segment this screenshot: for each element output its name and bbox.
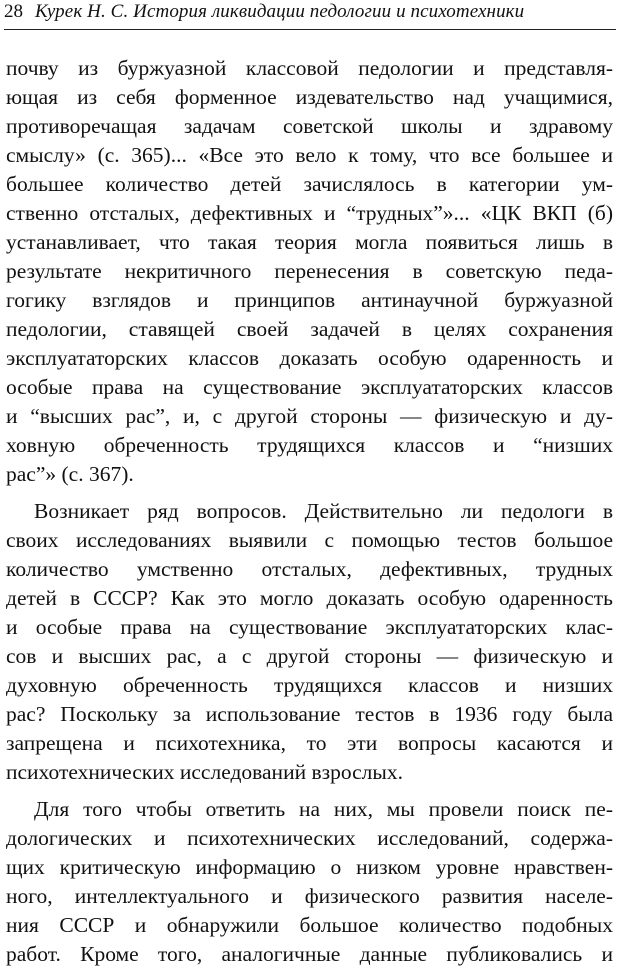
text-line: щих критическую информацию о низком уровне нравствен-	[6, 855, 613, 879]
text-line: смыслу» (с. 365)... «Все это вело к тому, что все большее и	[6, 143, 613, 167]
text-line: гогику взглядов и принципов антинаучной буржуазной	[6, 288, 613, 312]
text-line: ственно отсталых, дефективных и “трудных”»... «ЦК ВКП (б)	[6, 201, 613, 225]
running-header	[4, 0, 616, 30]
text-line: своих исследованиях выявили с помощью тестов большое	[6, 528, 613, 552]
text-line: работ. Кроме того, аналогичные данные публиковались и	[6, 942, 613, 966]
text-line: рас? Поскольку за использование тестов в 1936 году была	[6, 702, 613, 726]
text-line: особые права на существование эксплуататорских классов	[6, 375, 613, 399]
page-body	[6, 54, 613, 969]
paragraph	[6, 795, 613, 969]
text-line: ховную обреченность трудящихся классов и “низших	[6, 433, 613, 457]
text-line: Возникает ряд вопросов. Действительно ли педологи в	[34, 499, 613, 523]
text-line: противоречащая задачам советской школы и здравому	[6, 114, 613, 138]
text-line: педологии, ставящей своей задачей в целях сохранения	[6, 317, 613, 341]
text-line: эксплуататорских классов доказать особую одаренность и	[6, 346, 613, 370]
text-line: ного, интеллектуального и физического развития населе-	[6, 884, 613, 908]
text-line: результате некритичного перенесения в советскую педа-	[6, 259, 613, 283]
text-line: рас”» (с. 367).	[6, 462, 134, 486]
text-line: и “высших рас”, и, с другой стороны — физическую и ду-	[6, 404, 613, 428]
text-line: ющая из себя форменное издевательство над учащимися,	[6, 85, 613, 109]
text-line: почву из буржуазной классовой педологии и представля-	[6, 56, 613, 80]
text-line: детей в СССР? Как это могло доказать особую одаренность	[6, 586, 613, 610]
paragraph-gap	[6, 787, 613, 795]
text-line: и особые права на существование эксплуататорских клас-	[6, 615, 613, 639]
running-title: Курек Н. С. История ликвидации педологии и психотехники	[35, 1, 525, 22]
paragraph	[6, 497, 613, 787]
text-line: сов и высших рас, а с другой стороны — физическую и	[6, 644, 613, 668]
paragraph-gap	[6, 489, 613, 497]
text-line: духовную обреченность трудящихся классов и низших	[6, 673, 613, 697]
text-line: запрещена и психотехника, то эти вопросы касаются и	[6, 731, 613, 755]
page-number: 28	[4, 1, 23, 22]
text-line: Для того чтобы ответить на них, мы провели поиск пе-	[34, 797, 613, 821]
text-line: ния СССР и обнаружили большое количество подобных	[6, 913, 613, 937]
text-line: дологических и психотехнических исследований, содержа-	[6, 826, 613, 850]
paragraph	[6, 54, 613, 489]
text-line: большее количество детей зачислялось в категории ум-	[6, 172, 613, 196]
text-line: психотехнических исследований взрослых.	[6, 760, 403, 784]
text-line: количество умственно отсталых, дефективных, трудных	[6, 557, 613, 581]
text-line: устанавливает, что такая теория могла появиться лишь в	[6, 230, 613, 254]
